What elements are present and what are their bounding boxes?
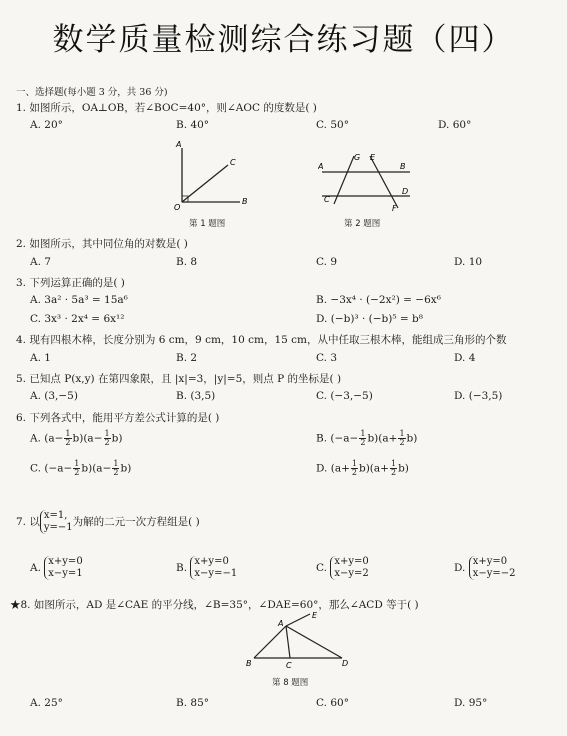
option-c: C. 50°: [316, 119, 349, 131]
fig2-label-b: B: [400, 162, 406, 171]
option-a: A. x+y=0 x−y=1: [30, 556, 83, 579]
fraction: $\frac{1}{2}$: [390, 459, 397, 477]
fig8-label-b: B: [246, 659, 252, 668]
question-6-stem: 6. 下列各式中，能用平方差公式计算的是( ): [16, 412, 220, 424]
fraction: $\frac{1}{2}$: [104, 429, 110, 447]
fig2-label-f: F: [392, 204, 397, 212]
option-c: C. 60°: [316, 697, 349, 709]
option-b-label: B.: [316, 432, 328, 445]
question-5-stem: 5. 已知点 P(x,y) 在第四象限，且 |x|=3，|y|=5，则点 P 的坐标是( ): [16, 373, 342, 385]
question-7-stem-end: 为解的二元一次方程组是( ): [72, 516, 200, 528]
option-d: D. 95°: [454, 697, 488, 709]
option-d: D. (−3,5): [454, 390, 503, 402]
question-1-stem: 1. 如图所示，OA⊥OB，若∠BOC=40°，则∠AOC 的度数是( ): [16, 102, 317, 114]
option-d-part3: b): [398, 462, 409, 475]
option-b-part1: (−a−: [330, 432, 359, 445]
option-a-part3: b): [111, 432, 123, 445]
option-c-label: C.: [30, 462, 41, 475]
question-6-options-row1: [30, 430, 557, 454]
fig1-label-b: B: [242, 197, 248, 206]
option-c: C. x+y=0 x−y=2: [316, 556, 369, 579]
option-b: B. −3x⁴ · (−2x²) = −6x⁶: [316, 294, 441, 306]
fig8-label-a: A: [278, 619, 284, 628]
fig2-label-c: C: [324, 195, 330, 204]
option-a: [30, 430, 122, 447]
fig2-label-e: E: [370, 153, 376, 162]
figure-1-caption: 第 1 题图: [189, 219, 226, 229]
fraction: $\frac{1}{2}$: [399, 429, 405, 447]
option-a: A. (3,−5): [30, 390, 78, 402]
question-8-stem: ★8. 如图所示，AD 是∠CAE 的平分线，∠B=35°，∠DAE=60°，那么∠ACD 等于( ): [10, 599, 419, 611]
solution-system: x=1, y=−1: [40, 510, 73, 534]
fig2-label-a: A: [318, 162, 324, 171]
option-b: B. 2: [176, 352, 198, 364]
fraction: $\frac{1}{2}$: [113, 459, 119, 477]
fraction: $\frac{1}{2}$: [351, 459, 357, 477]
figure-1-diagram: [170, 138, 260, 213]
option-d: D. 10: [454, 256, 483, 268]
option-d-part1: (a+: [330, 462, 350, 475]
figure-2-caption: 第 2 题图: [344, 219, 381, 229]
page-title: 数学质量检测综合练习题（四）: [52, 22, 515, 58]
figure-2-diagram: [318, 150, 418, 212]
option-c: [30, 460, 131, 477]
option-a: A. 20°: [30, 119, 63, 131]
option-b: B. (3,5): [176, 390, 216, 402]
fig8-label-c: C: [286, 661, 292, 670]
option-c-part3: b): [120, 462, 132, 475]
question-4-stem: 4. 现有四根木棒，长度分别为 6 cm，9 cm，10 cm，15 cm，从中任取三根木棒，能组成三角形的个数: [16, 334, 507, 346]
fraction: $\frac{1}{2}$: [65, 429, 71, 447]
option-d: D. (−b)³ · (−b)⁵ = b⁸: [316, 313, 423, 325]
option-b: B. 40°: [176, 119, 210, 131]
option-c-part2: b)(a−: [81, 462, 112, 475]
option-b: B. 85°: [176, 697, 210, 709]
option-c: C. 3: [316, 352, 338, 364]
fig1-label-a: A: [176, 140, 182, 149]
question-7-stem: [16, 510, 200, 534]
option-d-label: D.: [316, 462, 328, 475]
option-c: C. (−3,−5): [316, 390, 373, 402]
figure-8-diagram: [238, 610, 358, 672]
question-7-options: [30, 556, 557, 586]
option-c: C. 9: [316, 256, 338, 268]
option-d: D. x+y=0 x−y=−2: [454, 556, 516, 579]
fig8-label-e: E: [312, 611, 318, 620]
fig1-label-o: O: [174, 203, 181, 212]
question-2-stem: 2. 如图所示，其中同位角的对数是( ): [16, 238, 188, 250]
question-3-stem: 3. 下列运算正确的是( ): [16, 277, 125, 289]
option-b-part3: b): [406, 432, 418, 445]
fig1-label-c: C: [230, 158, 236, 167]
option-a-part1: (a−: [44, 432, 64, 445]
fraction: $\frac{1}{2}$: [360, 429, 366, 447]
option-b-part2: b)(a+: [367, 432, 398, 445]
option-a-part2: b)(a−: [72, 432, 103, 445]
option-a-label: A.: [30, 432, 41, 445]
option-c: C. 3x³ · 2x⁴ = 6x¹²: [30, 313, 125, 325]
option-a: A. 7: [30, 256, 51, 268]
option-a: A. 3a² · 5a³ = 15a⁶: [30, 294, 128, 306]
fraction: $\frac{1}{2}$: [74, 459, 80, 477]
question-7-stem-start: 7. 以: [16, 516, 40, 528]
fig8-label-d: D: [342, 659, 349, 668]
option-b: B. x+y=0 x−y=−1: [176, 556, 238, 579]
option-d: [316, 460, 409, 477]
option-b: [316, 430, 417, 447]
figure-8-caption: 第 8 题图: [272, 678, 309, 688]
section-heading: 一、选择题(每小题 3 分，共 36 分): [16, 87, 168, 98]
option-c-part1: (−a−: [44, 462, 73, 475]
option-d-part2: b)(a+: [358, 462, 389, 475]
option-b: B. 8: [176, 256, 198, 268]
option-a: A. 25°: [30, 697, 63, 709]
option-d: D. 4: [454, 352, 476, 364]
question-6-options-row2: [30, 460, 557, 484]
fig2-label-d: D: [402, 187, 409, 196]
option-d: D. 60°: [438, 119, 472, 131]
fig2-label-g: G: [354, 153, 361, 162]
option-a: A. 1: [30, 352, 51, 364]
